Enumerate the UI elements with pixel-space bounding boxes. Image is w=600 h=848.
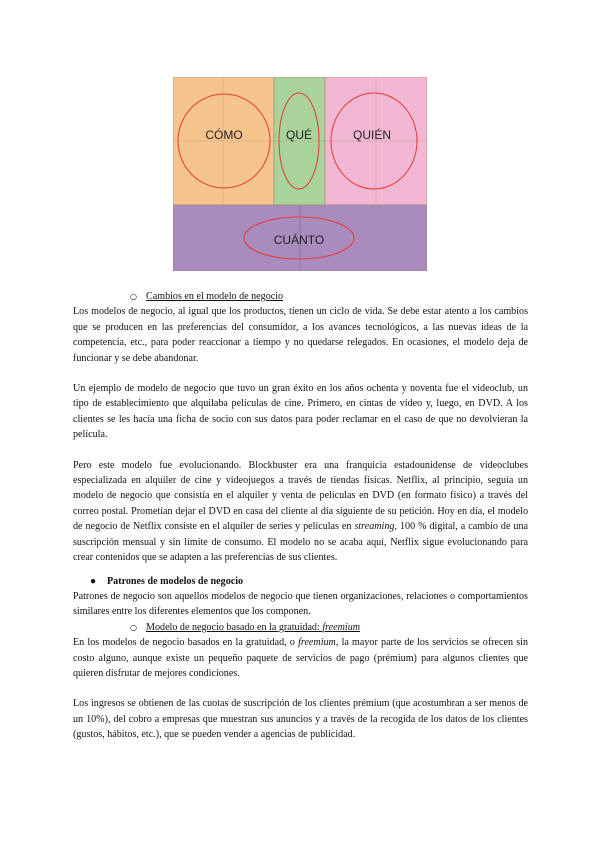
- cambios-paragraph-2: Un ejemplo de modelo de negocio que tuvo un gran éxito en los años ochenta y noventa fue el videoclub, un tipo de establecimiento que alquilaba películas de cine. Primero, en cintas de vídeo y, luego, en DVD. A los clientes se les hacía una ficha de socio con sus datos para poder reclamar en el caso de que no devolvieran la película.: [73, 383, 528, 441]
- como-label: CÓMO: [205, 128, 243, 142]
- cambios-p3-part2: , 100 % digital, a cambio de una suscripción mensual y sin límite de consumo. El modelo no se acaba aquí, Netflix sigue evolucionando para crear contenidos que se adapten a las preferencias de sus clientes.: [73, 521, 528, 564]
- hollow-bullet-icon: ○: [130, 292, 137, 301]
- gratuidad-title-text: Modelo de negocio basado en la gratuidad:: [146, 621, 323, 633]
- gratuidad-paragraph-2: Los ingresos se obtienen de las cuotas de suscripción de los clientes prémium (que acostumbran a ser menos de un 10%), del cobro a empresas que muestran sus anuncios y a través de la recogida de los datos de los clientes (gustos, hábitos, etc.), que se pueden vender a agencias de publicidad.: [73, 698, 528, 741]
- business-model-diagram: [173, 77, 427, 271]
- document-body: [73, 289, 528, 743]
- cambios-paragraph-3: [73, 458, 528, 566]
- gratuidad-paragraph-1: [73, 635, 528, 681]
- gratuidad-p1-part2: , la mayor parte de los servicios se ofrecen sin costo alguno, aunque existe un pequeño paquete de servicios de pago (prémium) para algunos clientes que quieren disfrutar de mejores condiciones.: [73, 637, 528, 679]
- solid-bullet-icon: ●: [90, 575, 97, 587]
- gratuidad-title: [146, 622, 360, 633]
- patrones-paragraph: Patrones de negocio son aquellos modelos de negocio que tienen organizaciones, relaciones o comportamientos similares entre los diferentes elementos que los componen.: [73, 590, 528, 618]
- diagram-svg: [173, 77, 427, 271]
- heading-patrones: [73, 574, 528, 589]
- quien-label: QUIÉN: [352, 128, 392, 142]
- gratuidad-p1-part1: En los modelos de negocio basados en la gratuidad, o: [73, 637, 299, 649]
- freemium-title-term: freemium: [322, 621, 361, 633]
- cambios-p3-part1: Pero este modelo fue evolucionando. Blockbuster era una franquicia estadounidense de videoclubes especializada en alquiler de cine y videojuegos a través de tiendas físicas. Netflix, al principio, seguía un modelo de negocio que consistía en el alquiler y venta de películas en DVD (en formato físico) a través del correo postal. Prometían dejar el DVD en casa del cliente al día siguiente de su petición. Hoy en día, el modelo de negocio de Netflix consiste en el alquiler de series y películas en: [73, 459, 528, 533]
- streaming-term: streaming: [354, 521, 395, 533]
- cambios-paragraph-1: Los modelos de negocio, al igual que los productos, tienen un ciclo de vida. Se debe estar atento a los cambios que se producen en las preferencias del consumidor, a los avances tecnológicos, a las nuevas ideas de la competencia, etc., para poder reaccionar a tiempo y no quedarse relegados. En ocasiones, el modelo deja de funcionar y se debe abandonar.: [73, 306, 528, 364]
- cuanto-label: CUÁNTO: [273, 233, 325, 247]
- subheading-cambios: [73, 289, 528, 304]
- patrones-title: Patrones de modelos de negocio: [107, 575, 244, 587]
- que-label: QUÉ: [285, 128, 313, 142]
- subheading-gratuidad: [73, 620, 528, 635]
- hollow-bullet-icon: ○: [130, 622, 137, 632]
- freemium-term: freemium: [298, 637, 336, 649]
- cambios-title: Cambios en el modelo de negocio: [146, 291, 284, 302]
